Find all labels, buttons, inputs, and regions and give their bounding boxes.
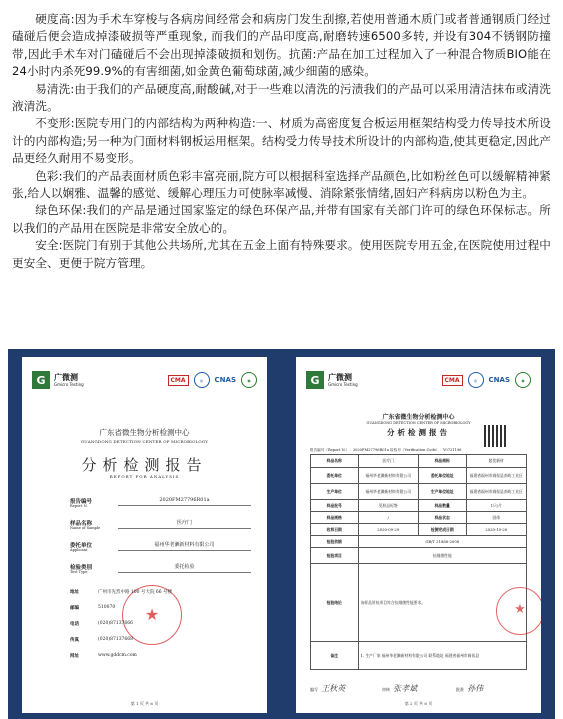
signature-approver: 批准 孙伟 [456, 684, 484, 693]
report-number-line: 报告编号（Report N.）：2020FM27796R01a 检验号（Verification Code）：Y0721196 [310, 448, 462, 452]
accreditation-badge-icon: ◎ [468, 372, 484, 388]
table-row: 样品规格 / 样品状态 固体 [311, 512, 527, 524]
paragraph-color: 色彩:我们的产品表面材质色彩丰富亮丽,院方可以根据科室选择产品颜色,比如粉丝色可以缓解精神紧张,给人以娴雅、温馨的感觉、缓解心理压力可使脉率减慢、消除紧张情绪,固妇产科病房以粉色为主。 [12, 168, 551, 201]
cnas-mark: CNAS [488, 376, 510, 384]
center-name-en: GUANGDONG DETECTION CENTER OF MICROBIOLOGY [366, 421, 471, 425]
table-row: 检验依据 GB/T 21866-2008 [311, 536, 527, 548]
paragraph-safety: 安全:医院门有别于其他公共场所,尤其在五金上面有特殊要求。使用医院专用五金,在医院使用过程中更安全、更便于院方管理。 [12, 238, 551, 270]
accreditation-badge-icon: ◎ [194, 372, 210, 388]
certificate-cover-page [22, 357, 267, 713]
brand-name-en: Gmicro Testing [54, 382, 84, 387]
table-row: 备注 1. 生产厂家 福州华老濑新材料有限公司 联系地址 福建省福州市闽侯县 [311, 642, 527, 670]
paragraph-easy-clean: 易清洗:由于我们的产品硬度高,耐酸碱,对于一些难以清洗的污渍我们的产品可以采用清洁抹布或清洗液清洗。 [12, 81, 551, 114]
contact-address: 地址 广州市先烈中路 100 号大院 66 号楼 [70, 590, 173, 595]
ilac-badge-icon: ◉ [241, 372, 257, 388]
center-name: 广东省微生物分析检测中心 [99, 428, 190, 437]
cnas-mark: CNAS [214, 376, 236, 384]
gmicro-logo-icon: G [32, 371, 50, 389]
report-title: 分析检测报告 [387, 428, 450, 437]
table-row: 样品名称 医疗门 样品商标 超优新材 [311, 455, 527, 468]
report-title: 分析检测报告 [81, 456, 208, 474]
field-test-type: 检验类别 Test Type 委托检验 [70, 563, 251, 579]
table-row: 委托单位 福州华老濑新材料有限公司 委托单位地址 福建省福州市闽侯县南屿工业区 [311, 468, 527, 484]
signature-editor: 编写 王秋英 [310, 684, 346, 693]
table-row: 样品批号 见样品标签 样品数量 1只/片 [311, 500, 527, 512]
field-sample-name: 样品名称 Name of Sample 医疗门 [70, 519, 251, 535]
brand-name: 广微测 [328, 373, 352, 382]
certificate-header [32, 369, 257, 391]
table-row: 检验结论 该样品所检项目符合抗细菌性能要求。 [311, 564, 527, 642]
signature-row [310, 683, 527, 697]
result-table [310, 454, 527, 670]
official-seal-icon: ★ [122, 585, 182, 645]
field-applicant: 委托单位 Applicant 福州华老濑新材料有限公司 [70, 541, 251, 557]
paragraph-no-deform: 不变形:医院专用门的内部结构为两种构造:一、材质为高密度复合板运用框架结构受力传导技术所设计的内部构造;另一种为门面材料钢板运用框架。结构受力传导技术所设计的内部构造,使其更稳定,因此产品更经久耐用不易变形。 [12, 116, 551, 166]
certificate-header [306, 369, 531, 391]
paragraph-green: 绿色环保:我们的产品是通过国家鉴定的绿色环保产品,并带有国家有关部门许可的绿色环保标志。所以我们的产品用在医院是非常安全放心的。 [12, 203, 551, 235]
center-name: 广东省微生物分析检测中心 [382, 414, 455, 421]
qr-code-icon [484, 425, 506, 447]
page-number: 第 2 页 共 6 页 [404, 701, 433, 706]
cma-mark: CMA [442, 375, 463, 386]
brand-name-en: Gmicro Testing [328, 382, 358, 387]
field-report-no: 报告编号 Report N. 2020FM27796R01a [70, 497, 251, 513]
table-row: 收样日期 2020-09-29 检测完成日期 2020-10-20 [311, 524, 527, 536]
brand-name: 广微测 [54, 373, 78, 382]
cma-mark: CMA [168, 375, 189, 386]
article-text [0, 0, 563, 272]
page-number: 第 1 页 共 6 页 [130, 701, 159, 706]
gmicro-logo-icon: G [306, 371, 324, 389]
ilac-badge-icon: ◉ [515, 372, 531, 388]
certificate-result-page [296, 357, 541, 713]
contact-website: 网址 www.gddcm.com [70, 653, 137, 659]
contact-tel: 电话 (020)87137666 [70, 621, 134, 627]
table-row: 生产单位 福州华老濑新材料有限公司 生产单位地址 福建省福州市闽侯县南屿工业区 [311, 484, 527, 500]
official-seal-icon: ★ [496, 587, 541, 635]
center-name-en: GUANGDONG DETECTION CENTER OF MICROBIOLOGY [80, 439, 209, 444]
signature-verifier: 审核 张孝斌 [382, 684, 418, 693]
contact-postcode: 邮编 510070 [70, 605, 116, 611]
contact-fax: 传真 (020)87137668 [70, 637, 134, 643]
report-title-en: REPORT FOR ANALYSIS [109, 474, 180, 479]
paragraph-hardness: 硬度高:因为手术车穿梭与各病房间经常会和病房门发生刮擦,若使用普通木质门或者普通钢质门经过磕碰后便会造成掉漆破损等严重现象, 而我们的产品印度高,耐磨转速6500多转, 并设有304不锈钢防撞带,因此手术车对门磕碰后不会出现掉漆破损和划伤。抗菌:产品在加工过程加入了一种混合物质BIO能在24小时内杀死99.9%的有害细菌,如金黄色葡萄球菌,减少细菌的感染。 [12, 12, 551, 79]
table-row: 检验项目 抗细菌性能 [311, 548, 527, 564]
